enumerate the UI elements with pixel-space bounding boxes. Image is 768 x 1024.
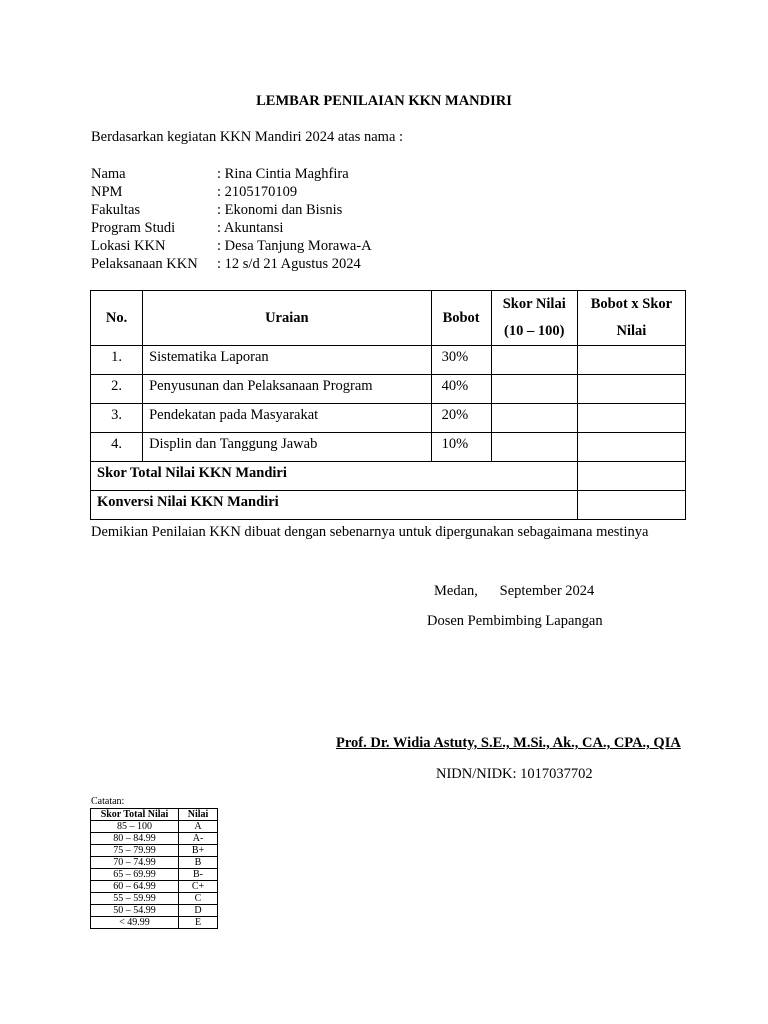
table-row <box>91 404 686 433</box>
table-row <box>91 346 686 375</box>
row-no: 4. <box>91 433 143 462</box>
legend-grade: A- <box>179 833 218 845</box>
info-label: Program Studi <box>91 220 176 236</box>
row-bobot: 30% <box>431 346 491 375</box>
info-label: Lokasi KKN <box>91 238 166 254</box>
info-label: Pelaksanaan KKN <box>91 256 198 272</box>
place-date: Medan, September 2024 <box>434 583 595 599</box>
header-uraian: Uraian <box>143 291 431 346</box>
row-skor-cell[interactable] <box>491 375 577 404</box>
row-no: 1. <box>91 346 143 375</box>
info-row-prodi <box>91 219 372 237</box>
legend-header-score: Skor Total Nilai <box>91 809 179 821</box>
table-row <box>91 433 686 462</box>
total-value-cell[interactable] <box>577 462 685 491</box>
info-value: : 12 s/d 21 Agustus 2024 <box>217 256 361 272</box>
header-bobot: Bobot <box>431 291 491 346</box>
legend-grade: B- <box>179 869 218 881</box>
total-label: Skor Total Nilai KKN Mandiri <box>91 462 578 491</box>
table-row <box>91 375 686 404</box>
info-value: : Desa Tanjung Morawa-A <box>217 238 372 254</box>
row-bobot: 20% <box>431 404 491 433</box>
header-skor-line1: Skor Nilai <box>502 296 566 312</box>
legend-row <box>91 845 218 857</box>
header-skor-line2: (10 – 100) <box>504 323 565 339</box>
info-value: : Ekonomi dan Bisnis <box>217 202 343 218</box>
conversion-label: Konversi Nilai KKN Mandiri <box>91 491 578 520</box>
row-bxs-cell[interactable] <box>577 375 685 404</box>
row-uraian: Sistematika Laporan <box>143 346 431 375</box>
row-no: 2. <box>91 375 143 404</box>
legend-grade: E <box>179 917 218 929</box>
info-value: : Akuntansi <box>217 220 284 236</box>
header-bxs-line2: Nilai <box>616 323 647 339</box>
row-bxs-cell[interactable] <box>577 404 685 433</box>
info-row-fakultas <box>91 201 372 219</box>
legend-range: 80 – 84.99 <box>91 833 179 845</box>
legend-row <box>91 905 218 917</box>
signer-nidn: NIDN/NIDK: 1017037702 <box>436 766 593 782</box>
legend-row <box>91 857 218 869</box>
info-row-lokasi <box>91 237 372 255</box>
row-skor-cell[interactable] <box>491 346 577 375</box>
row-bxs-cell[interactable] <box>577 433 685 462</box>
info-row-npm <box>91 183 372 201</box>
info-row-pelaksanaan <box>91 255 372 273</box>
signer-name: Prof. Dr. Widia Astuty, S.E., M.Si., Ak., CA., CPA., QIA <box>336 735 681 751</box>
legend-range: 65 – 69.99 <box>91 869 179 881</box>
legend-range: 50 – 54.99 <box>91 905 179 917</box>
row-uraian: Penyusunan dan Pelaksanaan Program <box>143 375 431 404</box>
info-row-nama <box>91 165 372 183</box>
header-skor-nilai <box>491 291 577 346</box>
grading-header-row <box>91 291 686 346</box>
legend-range: < 49.99 <box>91 917 179 929</box>
legend-grade: B <box>179 857 218 869</box>
info-label: Nama <box>91 166 126 182</box>
intro-text: Berdasarkan kegiatan KKN Mandiri 2024 atas nama : <box>91 129 404 145</box>
legend-row <box>91 821 218 833</box>
conversion-value-cell[interactable] <box>577 491 685 520</box>
legend-range: 75 – 79.99 <box>91 845 179 857</box>
student-info <box>91 165 372 273</box>
info-value: : 2105170109 <box>217 184 298 200</box>
header-no: No. <box>91 291 143 346</box>
row-no: 3. <box>91 404 143 433</box>
legend-row <box>91 881 218 893</box>
document-title: LEMBAR PENILAIAN KKN MANDIRI <box>256 93 512 109</box>
row-uraian: Displin dan Tanggung Jawab <box>143 433 431 462</box>
row-uraian: Pendekatan pada Masyarakat <box>143 404 431 433</box>
legend-range: 85 – 100 <box>91 821 179 833</box>
info-label: Fakultas <box>91 202 141 218</box>
legend-range: 55 – 59.99 <box>91 893 179 905</box>
row-bobot: 10% <box>431 433 491 462</box>
legend-row <box>91 917 218 929</box>
legend-grade: C+ <box>179 881 218 893</box>
signer-role: Dosen Pembimbing Lapangan <box>427 613 603 629</box>
legend-range: 70 – 74.99 <box>91 857 179 869</box>
row-skor-cell[interactable] <box>491 433 577 462</box>
legend-row <box>91 869 218 881</box>
legend-grade: A <box>179 821 218 833</box>
info-label: NPM <box>91 184 123 200</box>
legend-grade: D <box>179 905 218 917</box>
conversion-row <box>91 491 686 520</box>
header-bxs-line1: Bobot x Skor <box>590 296 673 312</box>
row-skor-cell[interactable] <box>491 404 577 433</box>
legend-header-grade: Nilai <box>179 809 218 821</box>
row-bxs-cell[interactable] <box>577 346 685 375</box>
grade-legend-table <box>90 808 218 929</box>
note-label: Catatan: <box>91 796 125 807</box>
legend-row <box>91 833 218 845</box>
info-value: : Rina Cintia Maghfira <box>217 166 349 182</box>
legend-grade: C <box>179 893 218 905</box>
legend-grade: B+ <box>179 845 218 857</box>
grading-table <box>90 290 686 520</box>
legend-range: 60 – 64.99 <box>91 881 179 893</box>
legend-header-row <box>91 809 218 821</box>
row-bobot: 40% <box>431 375 491 404</box>
closing-statement: Demikian Penilaian KKN dibuat dengan sebenarnya untuk dipergunakan sebagaimana mestinya <box>91 524 649 540</box>
header-bobot-x-skor <box>577 291 685 346</box>
legend-row <box>91 893 218 905</box>
total-row <box>91 462 686 491</box>
